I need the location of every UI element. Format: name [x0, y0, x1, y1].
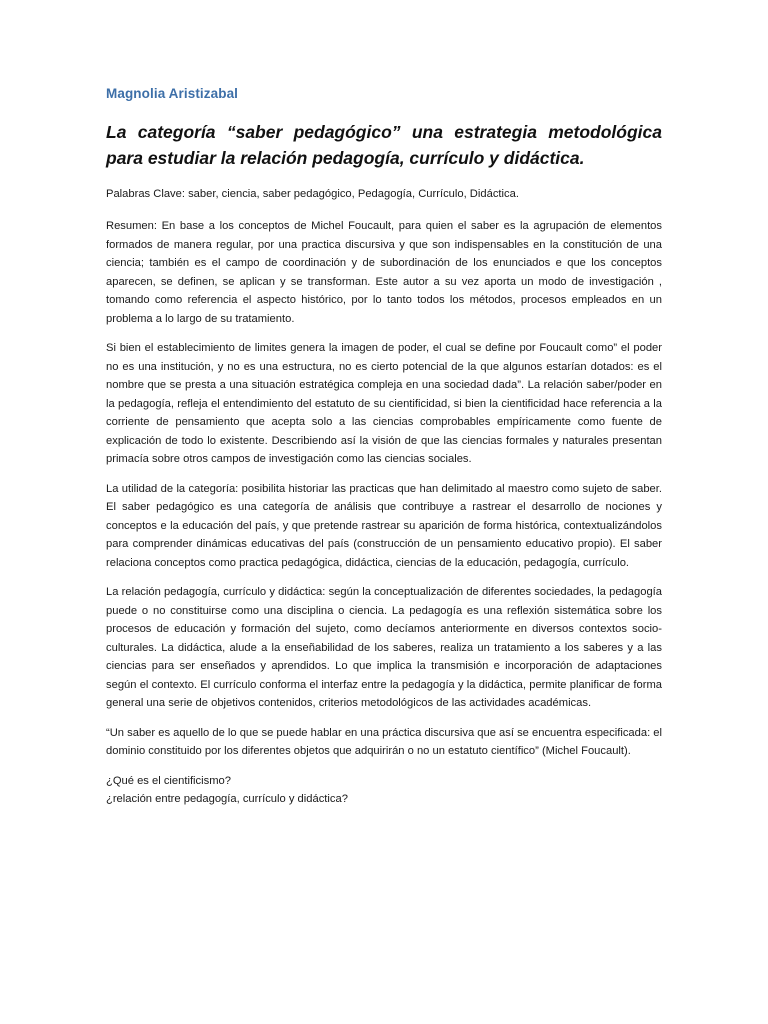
author-name: Magnolia Aristizabal [106, 86, 239, 101]
keywords-line: Palabras Clave: saber, ciencia, saber pedagógico, Pedagogía, Currículo, Didáctica. [106, 188, 519, 200]
power-paragraph: Si bien el establecimiento de limites genera la imagen de poder, el cual se define por Foucault como” el poder no es una institución, y no es una estructura, no es cierto potencial de la que algunos estarían dotados: es el nombre que se presta a una situación estratégica compleja en una sociedad dada”. La relación saber/poder en la pedagogía, refleja el entendimiento del estatuto de su cientificidad, si bien la cientificidad hace referencia a la corriente de pensamiento que acepta solo a las ciencias comprobables empíricamente como fuente de explicación de todo lo existente. Describiendo así la visión de que las ciencias formales y naturales presentan primacía sobre otros campos de investigación como las ciencias sociales. [106, 342, 662, 465]
quote-paragraph: “Un saber es aquello de lo que se puede hablar en una práctica discursiva que así se encuentra especificada: el dominio constituido por los diferentes objetos que adquirirán o no un estatuto científico” (Michel Foucault). [106, 726, 662, 757]
document-page [106, 86, 662, 808]
question-item: ¿relación entre pedagogía, currículo y didáctica? [106, 792, 348, 805]
utility-paragraph: La utilidad de la categoría: posibilita historiar las practicas que han delimitado al maestro como sujeto de saber. El saber pedagógico es una categoría de análisis que contribuye a rastrear el desarrollo de nociones y conceptos e la educación del país, y que pretende rastrear su aparición de forma histórica, contextualizándolos para comprender dinámicas educativas del país (construcción de un pensamiento educativo propio). El saber relaciona conceptos como practica pedagógica, didáctica, ciencias de la educación, pedagogía, currículo. [106, 482, 662, 569]
question-item: ¿Qué es el cientificismo? [106, 774, 231, 787]
questions-block [106, 772, 662, 808]
document-title: La categoría “saber pedagógico” una estrategia metodológica para estudiar la relación pedagogía, currículo y didáctica. [106, 122, 662, 168]
relation-paragraph: La relación pedagogía, currículo y didáctica: según la conceptualización de diferentes sociedades, la pedagogía puede o no constituirse como una disciplina o ciencia. La pedagogía es una reflexión sistemática sobre los procesos de educación y formación del sujeto, como decíamos anteriormente en diversos contextos socio-culturales. La didáctica, alude a la enseñabilidad de los saberes, realiza un tratamiento a los saberes y a las ciencias para ser enseñados y aprendidos. Lo que implica la transmisión e incorporación de adaptaciones según el contexto. El currículo conforma el interfaz entre la pedagogía y la didáctica, permite planificar de forma general una serie de objetivos contenidos, criterios metodológicos de las actividades académicas. [106, 586, 662, 709]
abstract-paragraph: Resumen: En base a los conceptos de Michel Foucault, para quien el saber es la agrupación de elementos formados de manera regular, por una practica discursiva y que son indispensables en la constitución de una ciencia; también es el campo de coordinación y de subordinación de los enunciados e que los conceptos aparecen, se definen, se aplican y se transforman. Este autor a su vez aporta un modo de investigación , tomando como referencia el aspecto histórico, por lo tanto todos los métodos, procesos empleados en un problema a lo largo de su tratamiento. [106, 220, 662, 325]
